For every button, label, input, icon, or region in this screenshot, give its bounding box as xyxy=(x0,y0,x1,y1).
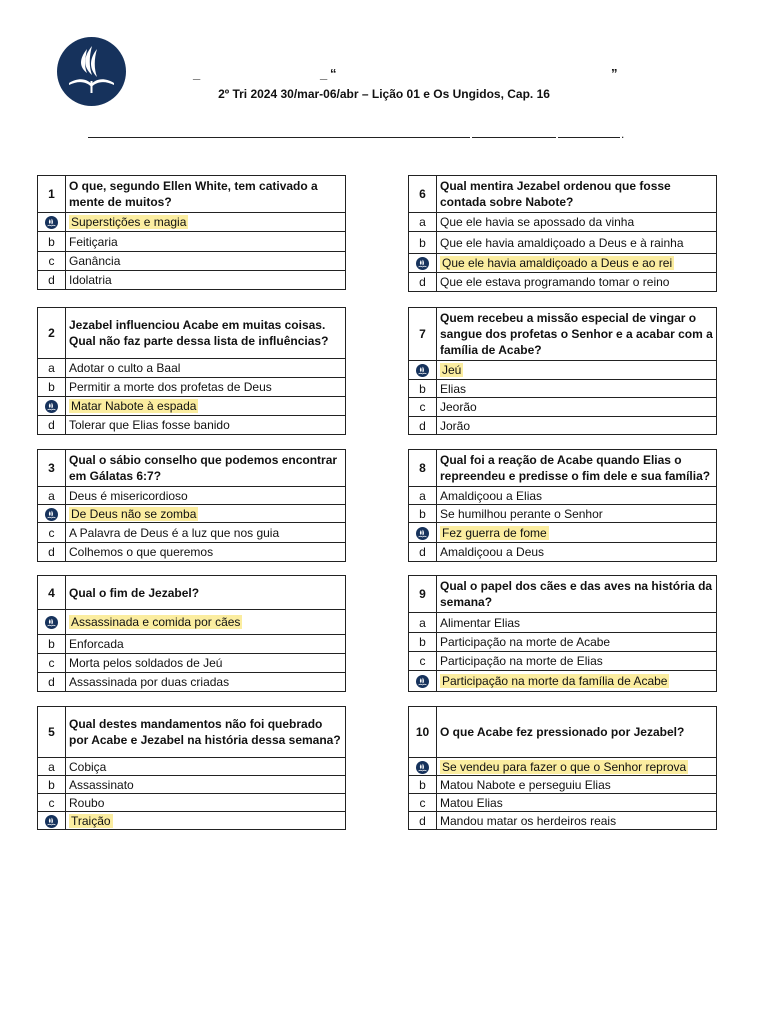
option-text: Colhemos o que queremos xyxy=(69,545,214,559)
option-text: Amaldiçoou a Elias xyxy=(440,488,543,503)
option-row xyxy=(409,543,717,562)
option-text: Enforcada xyxy=(69,637,124,651)
end-dot: . xyxy=(621,127,625,141)
correct-answer-badge xyxy=(409,361,437,380)
option-cell xyxy=(66,758,346,776)
header-dash: _ xyxy=(193,66,201,81)
question-text: Qual mentira Jezabel ordenou que fosse contada sobre Nabote? xyxy=(437,176,717,213)
question-text: O que, segundo Ellen White, tem cativado a mente de muitos? xyxy=(66,176,346,213)
option-letter: c xyxy=(38,794,66,812)
option-cell xyxy=(66,543,346,562)
option-row xyxy=(38,794,346,812)
church-logo-icon xyxy=(416,257,429,270)
option-cell xyxy=(66,812,346,830)
option-text: Que ele havia amaldiçoado a Deus e à rainha xyxy=(440,235,684,250)
option-cell xyxy=(437,487,717,505)
question-row xyxy=(38,576,346,610)
option-row xyxy=(38,378,346,397)
option-letter: b xyxy=(38,378,66,397)
option-cell xyxy=(437,613,717,633)
option-letter: c xyxy=(38,654,66,673)
church-logo-icon xyxy=(45,216,58,229)
option-text: Tolerar que Elias fosse banido xyxy=(69,418,230,432)
header-open-quote: “ xyxy=(330,66,337,81)
option-cell xyxy=(437,254,717,273)
option-text: Jorão xyxy=(440,418,471,433)
option-row xyxy=(38,271,346,290)
option-text: Amaldiçoou a Deus xyxy=(440,545,545,559)
option-cell xyxy=(66,378,346,397)
church-logo-icon xyxy=(45,616,58,629)
question-number: 9 xyxy=(409,576,437,613)
correct-answer-badge xyxy=(38,213,66,232)
option-row xyxy=(409,776,717,794)
church-logo-icon xyxy=(416,675,429,688)
option-letter: d xyxy=(38,271,66,290)
question-row xyxy=(38,707,346,758)
header-dash: _ xyxy=(320,66,328,81)
correct-option-text: Participação na morte da família de Acabe xyxy=(442,674,668,688)
question-number: 8 xyxy=(409,450,437,487)
name-line xyxy=(558,137,620,138)
church-logo-icon xyxy=(416,527,429,540)
option-row xyxy=(38,610,346,635)
option-letter: c xyxy=(409,398,437,417)
option-text: A Palavra de Deus é a luz que nos guia xyxy=(69,525,280,540)
option-cell xyxy=(437,543,717,562)
option-cell xyxy=(66,397,346,416)
option-cell xyxy=(437,652,717,671)
question-text: Qual destes mandamentos não foi quebrado por Acabe e Jezabel na história dessa semana? xyxy=(66,707,346,758)
option-row xyxy=(409,487,717,505)
question-table xyxy=(37,575,346,692)
option-cell xyxy=(437,671,717,692)
question-table xyxy=(37,706,346,830)
question-number: 4 xyxy=(38,576,66,610)
option-cell xyxy=(437,361,717,380)
option-text: Mandou matar os herdeiros reais xyxy=(440,813,617,828)
option-cell xyxy=(437,523,717,543)
option-text: Feitiçaria xyxy=(69,234,118,249)
option-letter: a xyxy=(409,613,437,633)
option-cell xyxy=(437,776,717,794)
option-row xyxy=(409,232,717,254)
option-row xyxy=(38,812,346,830)
option-cell xyxy=(66,505,346,523)
question-text: O que Acabe fez pressionado por Jezabel? xyxy=(437,707,717,758)
question-row xyxy=(409,707,717,758)
option-row xyxy=(38,758,346,776)
option-cell xyxy=(66,673,346,692)
option-cell xyxy=(66,776,346,794)
option-cell xyxy=(437,232,717,254)
option-text: Participação na morte de Elias xyxy=(440,654,603,668)
option-row xyxy=(38,673,346,692)
option-cell xyxy=(66,610,346,635)
option-cell xyxy=(66,359,346,378)
correct-answer-badge xyxy=(409,671,437,692)
option-row xyxy=(409,758,717,776)
correct-answer-badge xyxy=(38,505,66,523)
option-text: Jeorão xyxy=(440,400,477,414)
correct-option-text: Superstições e magia xyxy=(71,215,187,229)
option-row xyxy=(38,213,346,232)
option-row xyxy=(38,505,346,523)
option-cell xyxy=(66,487,346,505)
option-cell xyxy=(437,812,717,830)
option-row xyxy=(409,273,717,292)
option-letter: b xyxy=(38,635,66,654)
option-letter: d xyxy=(38,673,66,692)
option-cell xyxy=(437,213,717,232)
correct-answer-badge xyxy=(409,254,437,273)
question-table xyxy=(408,175,717,292)
correct-option-text: Traição xyxy=(71,813,111,828)
option-letter: d xyxy=(409,812,437,830)
option-letter: d xyxy=(409,273,437,292)
question-text: Jezabel influenciou Acabe em muitas coisas. Qual não faz parte dessa lista de influências? xyxy=(66,308,346,359)
option-letter: c xyxy=(409,794,437,812)
correct-option-text: Assassinada e comida por cães xyxy=(71,615,241,629)
option-letter: b xyxy=(409,505,437,523)
option-text: Adotar o culto a Baal xyxy=(69,361,181,375)
option-letter: b xyxy=(409,633,437,652)
correct-answer-badge xyxy=(409,523,437,543)
option-cell xyxy=(66,416,346,435)
question-number: 2 xyxy=(38,308,66,359)
option-row xyxy=(409,380,717,398)
question-text: Qual o sábio conselho que podemos encontrar em Gálatas 6:7? xyxy=(66,450,346,487)
option-cell xyxy=(66,232,346,252)
option-row xyxy=(409,794,717,812)
option-row xyxy=(409,633,717,652)
option-letter: a xyxy=(38,359,66,378)
question-row xyxy=(409,576,717,613)
church-logo-icon xyxy=(416,364,429,377)
option-row xyxy=(409,417,717,435)
question-number: 7 xyxy=(409,308,437,361)
option-row xyxy=(409,505,717,523)
option-row xyxy=(38,635,346,654)
option-cell xyxy=(437,398,717,417)
option-letter: b xyxy=(38,232,66,252)
option-row xyxy=(38,543,346,562)
option-text: Deus é misericordioso xyxy=(69,488,188,503)
option-cell xyxy=(66,654,346,673)
option-row xyxy=(409,254,717,273)
question-table xyxy=(408,449,717,562)
option-text: Cobiça xyxy=(69,759,107,774)
name-line xyxy=(88,137,470,138)
option-letter: d xyxy=(38,416,66,435)
option-text: Participação na morte de Acabe xyxy=(440,635,611,649)
option-row xyxy=(409,613,717,633)
option-text: Ganância xyxy=(69,254,121,268)
option-cell xyxy=(66,523,346,543)
question-row xyxy=(38,308,346,359)
option-row xyxy=(409,398,717,417)
option-cell xyxy=(437,794,717,812)
option-row xyxy=(38,232,346,252)
option-row xyxy=(409,671,717,692)
option-text: Matou Nabote e perseguiu Elias xyxy=(440,777,611,792)
name-line xyxy=(472,137,556,138)
option-letter: b xyxy=(38,776,66,794)
option-cell xyxy=(437,633,717,652)
option-row xyxy=(409,361,717,380)
question-row xyxy=(38,176,346,213)
option-cell xyxy=(437,417,717,435)
question-number: 1 xyxy=(38,176,66,213)
option-row xyxy=(38,487,346,505)
question-table xyxy=(37,307,346,435)
option-cell xyxy=(437,505,717,523)
option-text: Assassinato xyxy=(69,777,134,792)
option-row xyxy=(38,654,346,673)
question-table xyxy=(37,175,346,290)
question-text: Qual foi a reação de Acabe quando Elias o repreendeu e predisse o fim dele e sua família? xyxy=(437,450,717,487)
option-row xyxy=(38,359,346,378)
option-cell xyxy=(66,271,346,290)
question-text: Quem recebeu a missão especial de vingar o sangue dos profetas o Senhor e a acabar com a família de Acabe? xyxy=(437,308,717,361)
church-logo-icon xyxy=(45,815,58,828)
option-letter: d xyxy=(409,543,437,562)
question-table xyxy=(408,307,717,435)
correct-answer-badge xyxy=(38,812,66,830)
option-text: Que ele havia se apossado da vinha xyxy=(440,215,635,229)
option-text: Morta pelos soldados de Jeú xyxy=(69,656,223,670)
option-cell xyxy=(437,273,717,292)
question-number: 5 xyxy=(38,707,66,758)
question-text: Qual o fim de Jezabel? xyxy=(66,576,346,610)
church-logo-icon xyxy=(416,761,429,774)
option-letter: a xyxy=(409,213,437,232)
question-row xyxy=(409,450,717,487)
option-text: Roubo xyxy=(69,795,105,810)
option-text: Matou Elias xyxy=(440,795,503,810)
option-row xyxy=(38,523,346,543)
header-close-quote: ” xyxy=(611,66,618,81)
option-row xyxy=(38,252,346,271)
correct-option-text: Se vendeu para fazer o que o Senhor reprova xyxy=(442,759,687,774)
question-table xyxy=(408,575,717,692)
question-row xyxy=(409,176,717,213)
option-letter: a xyxy=(409,487,437,505)
option-letter: b xyxy=(409,232,437,254)
correct-answer-badge xyxy=(38,610,66,635)
option-letter: c xyxy=(409,652,437,671)
question-row xyxy=(38,450,346,487)
option-cell xyxy=(66,635,346,654)
option-text: Assassinada por duas criadas xyxy=(69,675,230,689)
correct-option-text: De Deus não se zomba xyxy=(71,506,197,521)
option-text: Idolatria xyxy=(69,273,112,287)
option-text: Elias xyxy=(440,381,467,396)
option-letter: b xyxy=(409,776,437,794)
option-letter: b xyxy=(409,380,437,398)
option-text: Se humilhou perante o Senhor xyxy=(440,506,603,521)
question-table xyxy=(37,449,346,562)
correct-option-text: Fez guerra de fome xyxy=(442,525,547,540)
correct-option-text: Matar Nabote à espada xyxy=(71,399,197,413)
option-letter: d xyxy=(38,543,66,562)
option-row xyxy=(409,812,717,830)
option-letter: a xyxy=(38,487,66,505)
option-cell xyxy=(437,758,717,776)
church-logo-icon xyxy=(45,508,58,521)
question-text: Qual o papel dos cães e das aves na história da semana? xyxy=(437,576,717,613)
option-text: Que ele estava programando tomar o reino xyxy=(440,275,670,289)
option-row xyxy=(38,776,346,794)
option-row xyxy=(409,523,717,543)
correct-answer-badge xyxy=(409,758,437,776)
correct-option-text: Que ele havia amaldiçoado a Deus e ao rei xyxy=(442,256,673,270)
option-text: Permitir a morte dos profetas de Deus xyxy=(69,380,272,394)
question-row xyxy=(409,308,717,361)
option-row xyxy=(409,652,717,671)
correct-answer-badge xyxy=(38,397,66,416)
option-text: Alimentar Elias xyxy=(440,615,521,630)
option-row xyxy=(38,397,346,416)
question-number: 3 xyxy=(38,450,66,487)
option-letter: c xyxy=(38,523,66,543)
church-logo-icon xyxy=(45,400,58,413)
question-table xyxy=(408,706,717,830)
option-cell xyxy=(66,252,346,271)
correct-option-text: Jeú xyxy=(442,363,462,377)
option-letter: d xyxy=(409,417,437,435)
option-cell xyxy=(437,380,717,398)
option-letter: a xyxy=(38,758,66,776)
option-row xyxy=(409,213,717,232)
lesson-subtitle: 2º Tri 2024 30/mar-06/abr – Lição 01 e Os Ungidos, Cap. 16 xyxy=(218,87,550,101)
question-number: 10 xyxy=(409,707,437,758)
option-cell xyxy=(66,794,346,812)
question-number: 6 xyxy=(409,176,437,213)
option-row xyxy=(38,416,346,435)
option-letter: c xyxy=(38,252,66,271)
option-cell xyxy=(66,213,346,232)
